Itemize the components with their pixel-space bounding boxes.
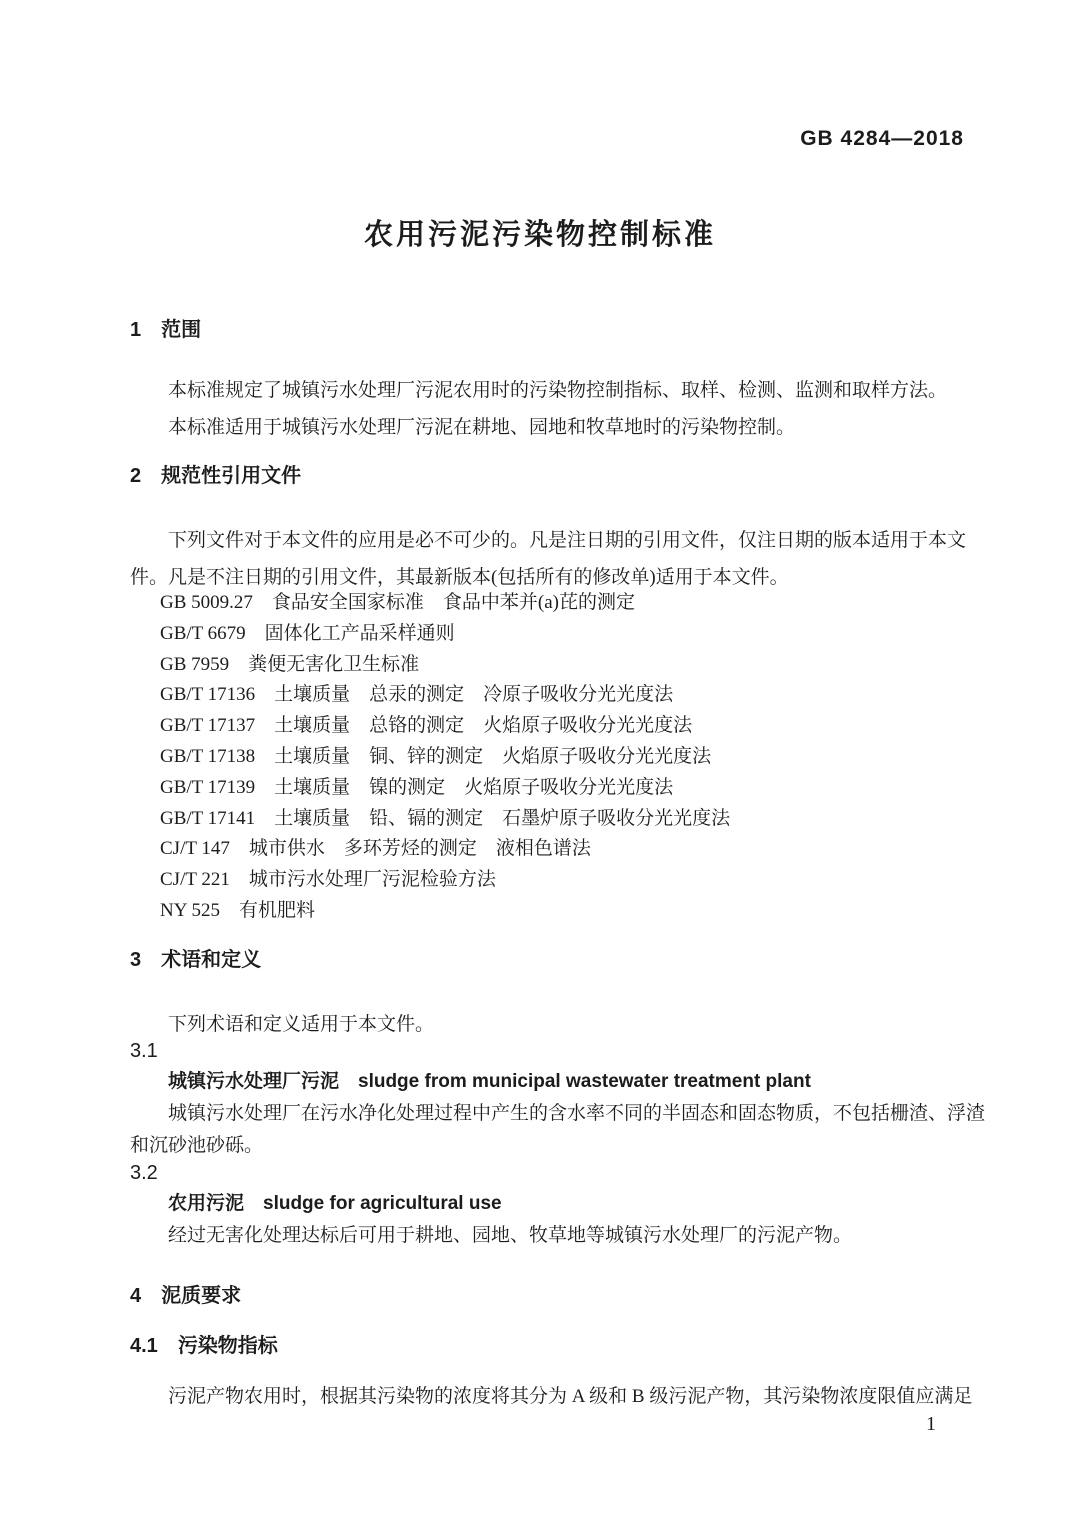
reference-item: GB 7959 粪便无害化卫生标准 bbox=[160, 653, 420, 675]
standard-number: GB 4284—2018 bbox=[800, 127, 964, 150]
section-2-intro: 下列文件对于本文件的应用是必不可少的。凡是注日期的引用文件，仅注日期的版本适用于本文件。凡是不注日期的引用文件，其最新版本(包括所有的修改单)适用于本文件。 bbox=[130, 530, 967, 588]
section-1-paragraph-2: 本标准适用于城镇污水处理厂污泥在耕地、园地和牧草地时的污染物控制。 bbox=[168, 417, 796, 438]
section-4-1-paragraph: 污泥产物农用时，根据其污染物的浓度将其分为 A 级和 B 级污泥产物，其污染物浓度限值应满足 bbox=[168, 1386, 973, 1407]
reference-item: GB/T 17137 土壤质量 总铬的测定 火焰原子吸收分光光度法 bbox=[160, 715, 693, 737]
section-3-heading bbox=[130, 946, 990, 974]
term-1-clause-number: 3.1 bbox=[130, 1040, 158, 1062]
section-1-title: 范围 bbox=[161, 319, 202, 341]
term-2-title: 农用污泥 sludge for agricultural use bbox=[168, 1193, 502, 1214]
reference-item: NY 525 有机肥料 bbox=[160, 899, 315, 921]
term-1-title: 城镇污水处理厂污泥 sludge from municipal wastewater treatment plant bbox=[168, 1071, 811, 1092]
reference-item: GB/T 17138 土壤质量 铜、锌的测定 火焰原子吸收分光光度法 bbox=[160, 745, 712, 767]
term-2-clause-number: 3.2 bbox=[130, 1162, 158, 1184]
section-1-number: 1 bbox=[130, 319, 142, 341]
reference-item: CJ/T 221 城市污水处理厂污泥检验方法 bbox=[160, 869, 496, 891]
section-4-title: 泥质要求 bbox=[161, 1285, 242, 1307]
section-2-number: 2 bbox=[130, 465, 142, 487]
section-4-1-heading bbox=[130, 1332, 990, 1360]
section-2-heading bbox=[130, 462, 990, 490]
reference-item: CJ/T 147 城市供水 多环芳烃的测定 液相色谱法 bbox=[160, 838, 591, 860]
reference-item: GB/T 17141 土壤质量 铅、镉的测定 石墨炉原子吸收分光光度法 bbox=[160, 807, 731, 829]
section-3-intro: 下列术语和定义适用于本文件。 bbox=[168, 1014, 435, 1035]
section-3-number: 3 bbox=[130, 949, 142, 971]
document-title: 农用污泥污染物控制标准 bbox=[363, 219, 716, 251]
section-1-paragraph-1: 本标准规定了城镇污水处理厂污泥农用时的污染物控制指标、取样、检测、监测和取样方法。 bbox=[168, 380, 948, 401]
term-1-definition: 城镇污水处理厂在污水净化处理过程中产生的含水率不同的半固态和固态物质，不包括栅渣、浮渣和沉砂池砂砾。 bbox=[130, 1103, 986, 1156]
section-4-1-number: 4.1 bbox=[130, 1335, 158, 1357]
page-number: 1 bbox=[926, 1413, 936, 1435]
section-3-title: 术语和定义 bbox=[161, 949, 262, 971]
section-4-1-title: 污染物指标 bbox=[177, 1335, 278, 1357]
reference-item: GB/T 17136 土壤质量 总汞的测定 冷原子吸收分光光度法 bbox=[160, 684, 674, 706]
term-2-definition: 经过无害化处理达标后可用于耕地、园地、牧草地等城镇污水处理厂的污泥产物。 bbox=[168, 1225, 853, 1246]
section-2-title: 规范性引用文件 bbox=[161, 465, 302, 487]
reference-item: GB 5009.27 食品安全国家标准 食品中苯并(a)芘的测定 bbox=[160, 592, 635, 613]
normative-references-list bbox=[130, 588, 1020, 927]
section-4-heading bbox=[130, 1282, 990, 1310]
section-1-heading bbox=[130, 316, 990, 344]
section-1-body bbox=[130, 372, 990, 446]
reference-item: GB/T 6679 固体化工产品采样通则 bbox=[160, 622, 455, 644]
section-4-number: 4 bbox=[130, 1285, 142, 1307]
reference-item: GB/T 17139 土壤质量 镍的测定 火焰原子吸收分光光度法 bbox=[160, 776, 674, 798]
